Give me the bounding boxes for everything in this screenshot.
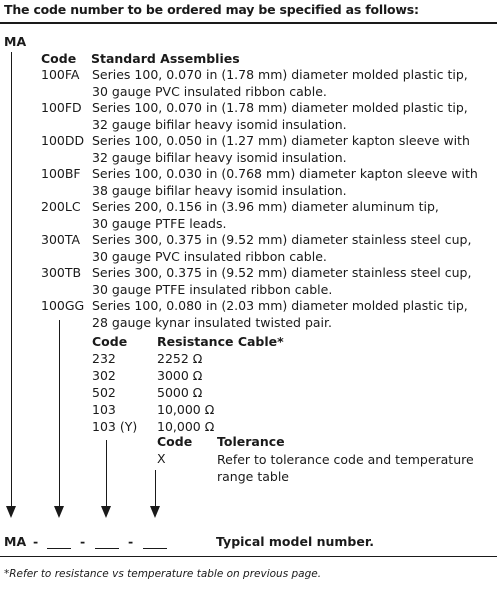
tolerance-title-header: Tolerance [217, 434, 285, 449]
assembly-code: 100FD [41, 100, 82, 115]
tolerance-description: Refer to tolerance code and temperature range table [217, 452, 474, 484]
assembly-guide-line [59, 320, 60, 508]
assembly-code: 300TA [41, 232, 81, 247]
resistance-value: 10,000 Ω [157, 419, 215, 434]
footnote: *Refer to resistance vs temperature table on previous page. [4, 568, 322, 580]
assembly-description-line: 30 gauge PVC insulated ribbon cable. [92, 83, 327, 99]
assembly-description-line: Series 100, 0.070 in (1.78 mm) diameter molded plastic tip, [92, 67, 468, 82]
resistance-value: 10,000 Ω [157, 402, 215, 417]
tolerance-guide-line [155, 470, 156, 508]
assembly-description-line: Series 300, 0.375 in (9.52 mm) diameter stainless steel cup, [92, 265, 472, 280]
assembly-description [92, 67, 482, 100]
model-dash-1: - [33, 534, 39, 549]
assembly-description-line: 38 gauge bifilar heavy isomid insulation. [92, 182, 347, 198]
resistance-value: 3000 Ω [157, 368, 203, 383]
assembly-description [92, 232, 482, 265]
assembly-description-line: Series 300, 0.375 in (9.52 mm) diameter stainless steel cup, [92, 232, 472, 247]
assembly-blank [47, 548, 71, 549]
prefix-label: MA [4, 34, 27, 49]
resistance-value: 5000 Ω [157, 385, 203, 400]
arrow-down-icon [54, 506, 64, 518]
assembly-description-line: Series 200, 0.156 in (3.96 mm) diameter aluminum tip, [92, 199, 439, 214]
assembly-description-line: 30 gauge PVC insulated ribbon cable. [92, 248, 327, 264]
assembly-description-line: 32 gauge bifilar heavy isomid insulation. [92, 149, 347, 165]
assembly-description [92, 133, 482, 166]
assembly-description [92, 265, 482, 298]
assembly-title-header: Standard Assemblies [91, 51, 240, 66]
page-heading: The code number to be ordered may be specified as follows: [4, 2, 419, 17]
assembly-code: 200LC [41, 199, 81, 214]
resistance-code: 232 [92, 351, 116, 366]
assembly-description-line: 28 gauge kynar insulated twisted pair. [92, 314, 332, 330]
assembly-description-line: 30 gauge PTFE insulated ribbon cable. [92, 281, 333, 297]
assembly-code: 100FA [41, 67, 80, 82]
tolerance-blank [143, 548, 167, 549]
assembly-description [92, 166, 482, 199]
assembly-description [92, 298, 482, 331]
assembly-description-line: Series 100, 0.050 in (1.27 mm) diameter kapton sleeve with [92, 133, 470, 148]
resistance-code: 302 [92, 368, 116, 383]
top-rule [0, 22, 497, 24]
assembly-description-line: Series 100, 0.030 in (0.768 mm) diameter kapton sleeve with [92, 166, 478, 181]
assembly-code-header: Code [41, 51, 77, 66]
bottom-rule [0, 556, 497, 557]
model-dash-3: - [128, 534, 134, 549]
assembly-code: 100BF [41, 166, 81, 181]
assembly-code: 300TB [41, 265, 82, 280]
resistance-code-header: Code [92, 334, 128, 349]
assembly-description [92, 100, 482, 133]
resistance-value: 2252 Ω [157, 351, 203, 366]
resistance-code: 502 [92, 385, 116, 400]
model-caption: Typical model number. [216, 534, 374, 549]
tolerance-code: X [157, 451, 166, 466]
assembly-description-line: Series 100, 0.080 in (2.03 mm) diameter molded plastic tip, [92, 298, 468, 313]
assembly-description-line: 32 gauge bifilar heavy isomid insulation. [92, 116, 347, 132]
arrow-down-icon [101, 506, 111, 518]
model-dash-2: - [80, 534, 86, 549]
assembly-description-line: Series 100, 0.070 in (1.78 mm) diameter molded plastic tip, [92, 100, 468, 115]
assembly-code: 100DD [41, 133, 85, 148]
arrow-down-icon [6, 506, 16, 518]
tolerance-code-header: Code [157, 434, 193, 449]
resistance-blank [95, 548, 119, 549]
assembly-description [92, 199, 482, 232]
resistance-title-header: Resistance Cable* [157, 334, 284, 349]
arrow-down-icon [150, 506, 160, 518]
resistance-code: 103 [92, 402, 116, 417]
resistance-code: 103 (Y) [92, 419, 138, 434]
model-prefix: MA [4, 534, 27, 549]
resistance-guide-line [106, 440, 107, 508]
assembly-description-line: 30 gauge PTFE leads. [92, 215, 227, 231]
assembly-code: 100GG [41, 298, 85, 313]
prefix-guide-line [11, 52, 12, 508]
